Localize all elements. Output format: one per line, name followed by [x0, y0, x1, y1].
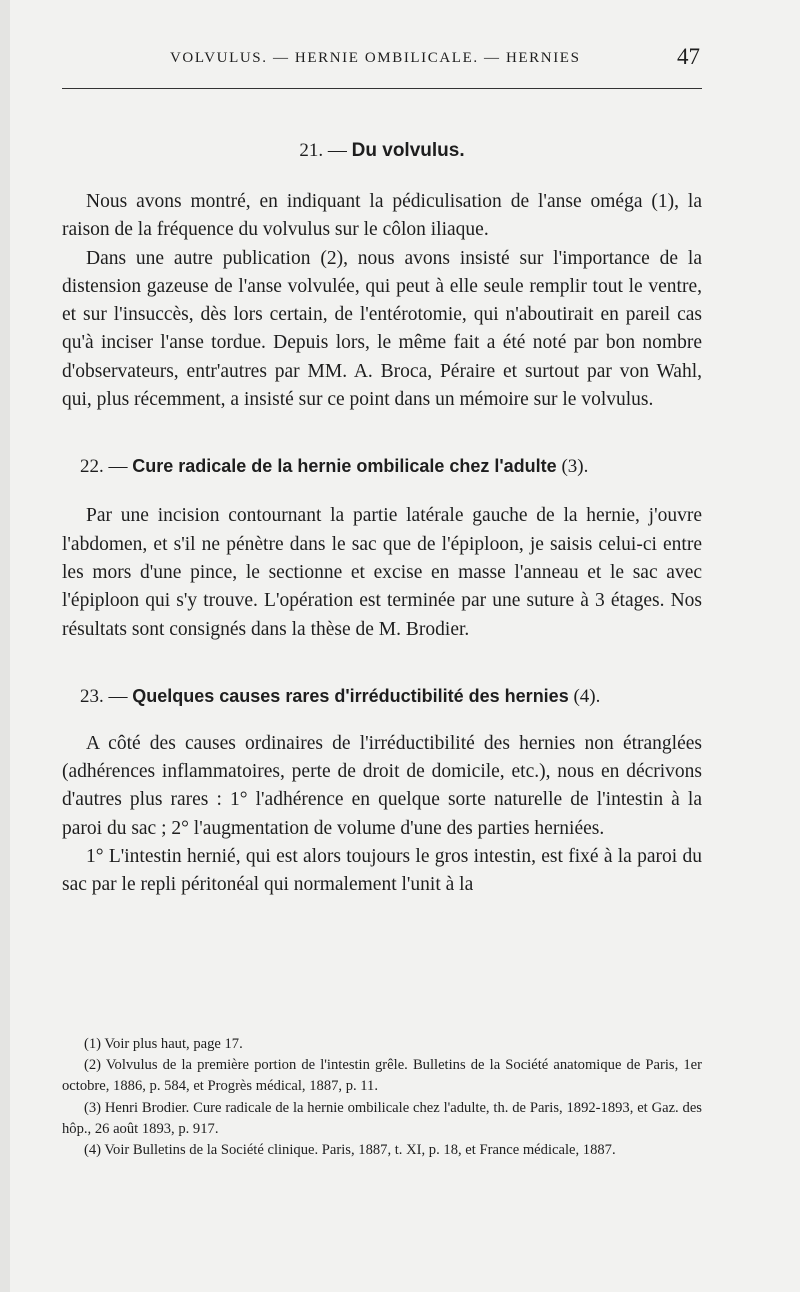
- section-22-paragraph-1: Par une incision contournant la partie latérale gauche de la hernie, j'ouvre l'abdomen, et s'il ne pénètre dans le sac que de l'épiploon, je saisis celui-ci entre les mors d'une pince, le sectionne et excise en masse l'anneau et le sac avec l'épiploon qui s'y trouve. L'opération est terminée par une suture à 3 étages. Nos résultats sont consignés dans la thèse de M. Brodier.: [62, 505, 702, 640]
- section-22-heading: Cure radicale de la hernie ombilicale chez l'adulte: [132, 456, 557, 477]
- section-23-paragraph-2: 1° L'intestin hernié, qui est alors toujours le gros intestin, est fixé à la paroi du sac par le repli péritonéal qui normalement l'unit à la: [62, 846, 702, 896]
- running-title: VOLVULUS. — HERNIE OMBILICALE. — HERNIES: [170, 50, 581, 66]
- section-21-paragraph-1: Nous avons montré, en indiquant la pédiculisation de l'anse oméga (1), la raison de la fréquence du volvulus sur le côlon iliaque.: [62, 191, 702, 241]
- section-23-title: [62, 686, 702, 708]
- section-22-number: 22. —: [80, 456, 128, 478]
- footnote-3: (3) Henri Brodier. Cure radicale de la hernie ombilicale chez l'adulte, th. de Paris, 1892-1893, et Gaz. des hôp., 26 août 1893, p. 917.: [62, 1099, 702, 1137]
- footnote-4: (4) Voir Bulletins de la Société clinique. Paris, 1887, t. XI, p. 18, et France médicale, 1887.: [84, 1142, 616, 1159]
- section-21-paragraph-2: Dans une autre publication (2), nous avons insisté sur l'importance de la distension gazeuse de l'anse volvulée, qui peut à elle seule remplir tout le ventre, et sur l'insuccès, dès lors certain, de l'entérotomie, qui n'aboutirait en pareil cas qu'à inciser l'anse tordue. Depuis lors, le même fait a été noté par bon nombre d'observateurs, entr'autres par MM. A. Broca, Péraire et surtout par von Wahl, qui, plus récemment, a insisté sur ce point dans un mémoire sur le volvulus.: [62, 247, 702, 411]
- section-21-title: [62, 140, 702, 162]
- section-21-number: 21. —: [299, 140, 347, 161]
- footnote-2: (2) Volvulus de la première portion de l'intestin grêle. Bulletins de la Société anatomique de Paris, 1er octobre, 1886, p. 584, et Progrès médical, 1887, p. 11.: [62, 1057, 702, 1095]
- section-23-number: 23. —: [80, 685, 128, 707]
- section-23-footnote-ref: (4).: [573, 685, 601, 707]
- section-23-heading: Quelques causes rares d'irréductibilité des hernies: [132, 685, 569, 706]
- header-rule: [62, 88, 702, 89]
- section-21-heading: Du volvulus.: [351, 140, 465, 161]
- footnotes: [62, 1034, 702, 1161]
- page-edge-shadow: [0, 0, 10, 1292]
- section-22-footnote-ref: (3).: [561, 456, 589, 478]
- section-23-paragraph-1: A côté des causes ordinaires de l'irréductibilité des hernies non étranglées (adhérences inflammatoires, perte de droit de domicile, etc.), nous en décrivons d'autres plus rares : 1° l'adhérence en quelque sorte naturelle de l'intestin à la paroi du sac ; 2° l'augmentation de volume d'une des parties herniées.: [62, 732, 702, 839]
- page-header: [62, 46, 702, 74]
- footnote-1: (1) Voir plus haut, page 17.: [84, 1036, 243, 1052]
- main-text: [62, 140, 702, 900]
- page-number: 47: [677, 44, 700, 69]
- section-22-title: [62, 456, 702, 478]
